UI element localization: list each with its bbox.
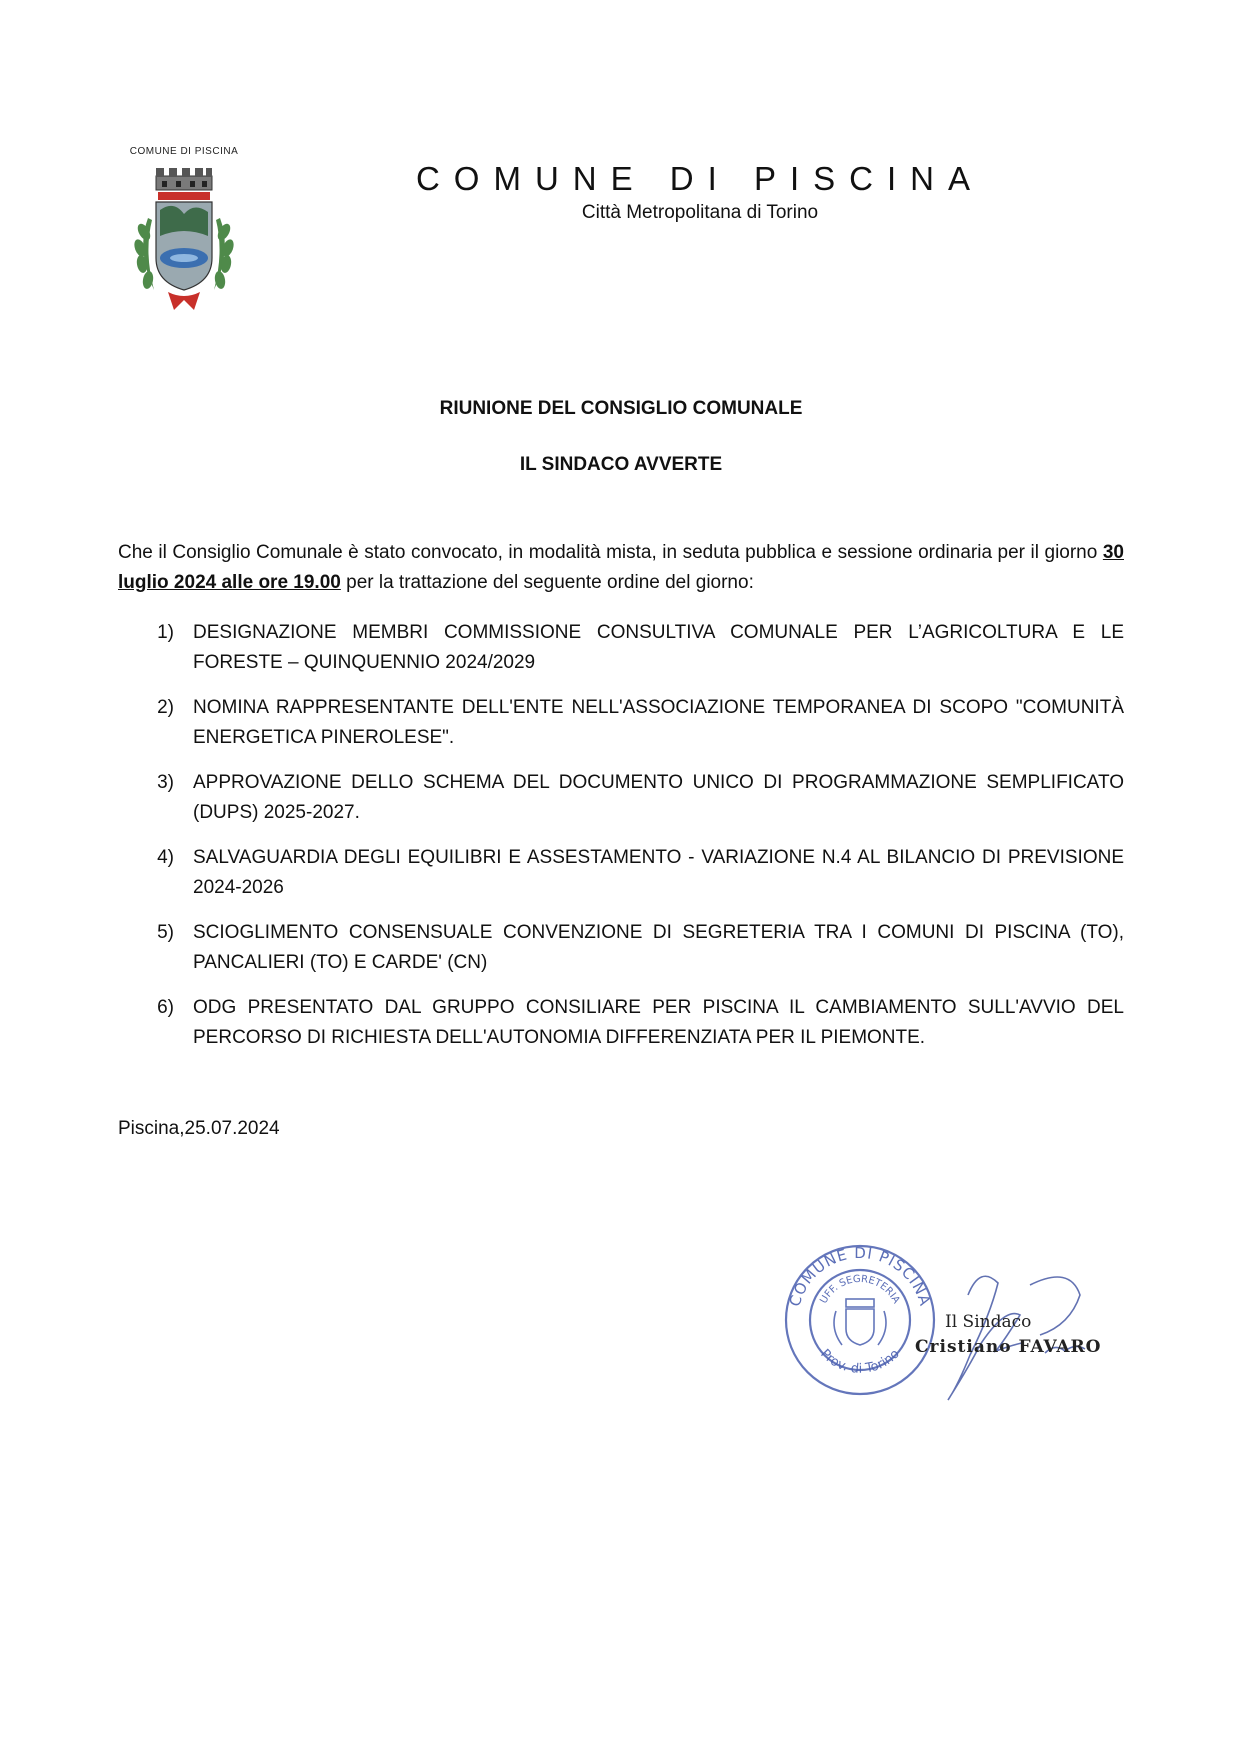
agenda-list [118,618,1124,1068]
meeting-date-highlight: 30 luglio 2024 alle ore 19.00 [118,542,1124,593]
crest-emblem [118,140,250,330]
municipality-subtitle: Città Metropolitana di Torino [581,202,819,223]
agenda-item [118,768,1124,828]
agenda-item-text: SCIOGLIMENTO CONSENSUALE CONVENZIONE DI SEGRETERIA TRA I COMUNI DI PISCINA (TO), PANCALIERI (TO) E CARDE' (CN) [193,922,1124,973]
stamp-outer-text: COMUNE DI PISCINA [785,1243,935,1309]
stamp-bottom-text: Prov. di Torino [817,1346,903,1377]
agenda-item-number: 3) [157,772,174,793]
official-stamp-signature [770,1225,1110,1415]
agenda-item-text: NOMINA RAPPRESENTANTE DELL'ENTE NELL'ASSOCIAZIONE TEMPORANEA DI SCOPO "COMUNITÀ ENERGETICA PINEROLESE". [193,697,1124,748]
municipality-title: COMUNE DI PISCINA [415,160,985,197]
intro-paragraph [118,538,1124,598]
agenda-item-text: DESIGNAZIONE MEMBRI COMMISSIONE CONSULTIVA COMUNALE PER L’AGRICOLTURA E LE FORESTE – QUINQUENNIO 2024/2029 [193,622,1124,673]
agenda-item-number: 6) [157,997,174,1018]
official-stamp-icon [770,1225,1110,1415]
stamp-inner-text: UFF. SEGRETERIA [818,1273,902,1306]
stamp-crest-icon [834,1299,886,1345]
notice-heading: IL SINDACO AVVERTE [519,454,723,475]
agenda-item-text: APPROVAZIONE DELLO SCHEMA DEL DOCUMENTO UNICO DI PROGRAMMAZIONE SEMPLIFICATO (DUPS) 2025-2027. [193,772,1124,823]
agenda-item [118,993,1124,1053]
agenda-item [118,618,1124,678]
crown-icon [156,168,212,190]
meeting-heading: RIUNIONE DEL CONSIGLIO COMUNALE [439,398,803,419]
agenda-item [118,693,1124,753]
crest-caption: COMUNE DI PISCINA [129,146,239,157]
agenda-item [118,918,1124,978]
intro-text-before: Che il Consiglio Comunale è stato convocato, in modalità mista, in seduta pubblica e sessione ordinaria per il giorno [118,542,1103,563]
ribbon-icon [168,292,200,310]
agenda-item-number: 4) [157,847,174,868]
signer-name: Cristiano FAVARO [915,1337,1102,1357]
coat-of-arms-logo [118,140,250,330]
shield-icon [156,202,212,290]
agenda-item-number: 1) [157,622,174,643]
agenda-item-number: 2) [157,697,174,718]
svg-text:Prov. di Torino [817,1347,903,1377]
agenda-item [118,843,1124,903]
signer-role: Il Sindaco [945,1312,1032,1332]
agenda-item-text: SALVAGUARDIA DEGLI EQUILIBRI E ASSESTAMENTO - VARIAZIONE N.4 AL BILANCIO DI PREVISIONE 2024-2026 [193,847,1124,898]
agenda-item-text: ODG PRESENTATO DAL GRUPPO CONSILIARE PER PISCINA IL CAMBIAMENTO SULL'AVVIO DEL PERCORSO DI RICHIESTA DELL'AUTONOMIA DIFFERENZIATA PER IL PIEMONTE. [193,997,1124,1048]
place-date: Piscina,25.07.2024 [118,1118,280,1139]
intro-text-after: per la trattazione del seguente ordine del giorno: [340,572,754,593]
agenda-item-number: 5) [157,922,174,943]
